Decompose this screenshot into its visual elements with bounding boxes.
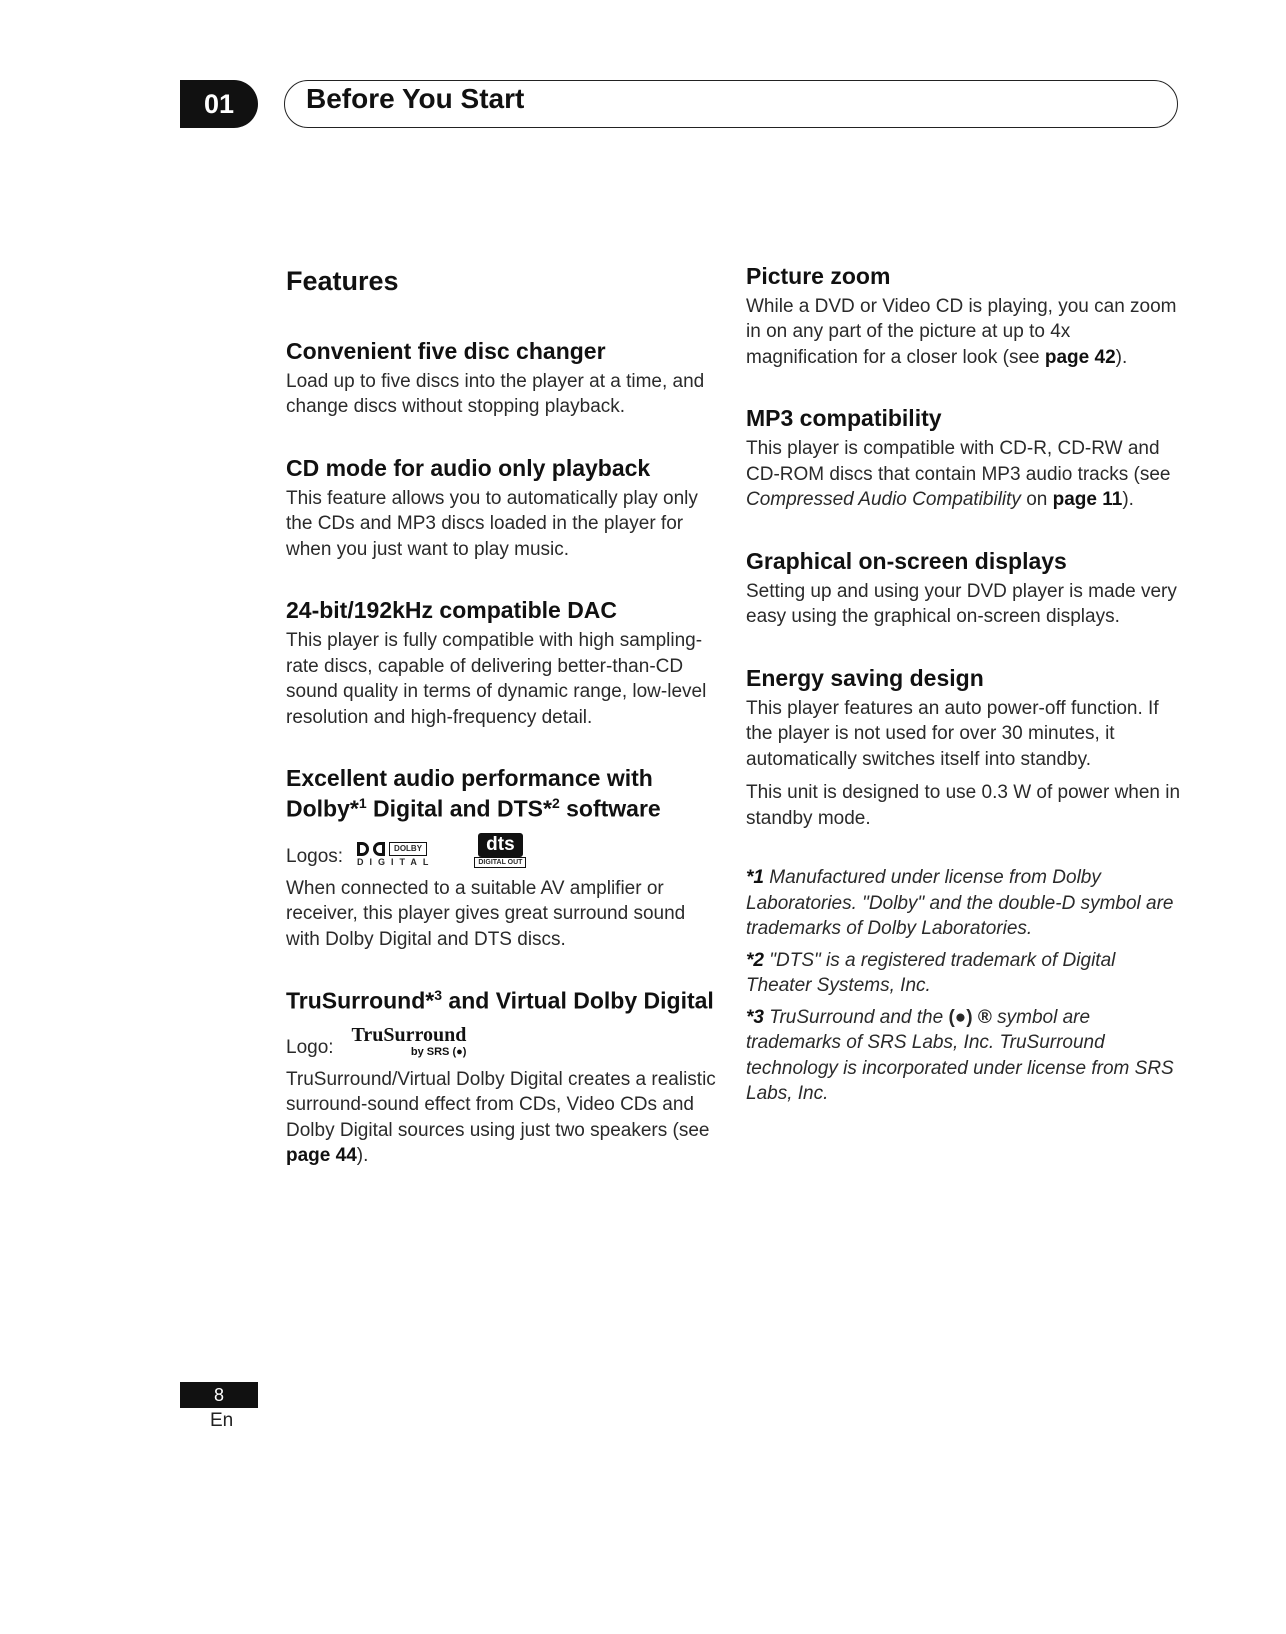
chapter-number-tab: [180, 80, 258, 128]
feature-text: This player features an auto power-off function. If the player is not used for over 30 minutes, it automatically switches itself into standby.: [746, 697, 1159, 770]
dolby-digital-logo: [357, 842, 434, 868]
page-reference: page 42: [1044, 346, 1116, 368]
footnote-1: [746, 865, 1186, 942]
page-reference: page 44: [286, 1145, 357, 1167]
feature-title: Convenient five disc changer: [286, 338, 606, 364]
chapter-number: 01: [203, 88, 235, 119]
feature-text: When connected to a suitable AV amplifier or receiver, this player gives great surround sound with Dolby Digital and DTS discs.: [286, 877, 686, 950]
feature-mp3: [746, 404, 1186, 512]
footnote-ref: 1: [358, 795, 367, 812]
feature-title: MP3 compatibility: [746, 405, 942, 432]
text-part: ).: [1115, 346, 1128, 368]
logo-label: Logo:: [286, 1036, 334, 1058]
dts-logo-text: dts: [478, 833, 523, 857]
footnote-text: TruSurround and the: [763, 1006, 949, 1028]
feature-title: [286, 986, 716, 1017]
text-part: While a DVD or Video CD is playing, you can zoom in on any part of the picture at up to 4x magnification for a closer look (see: [746, 295, 1177, 368]
chapter-title: Before You Start: [306, 83, 525, 114]
logos-row: [286, 833, 716, 868]
footnote-text: "DTS" is a registered trademark of Digital Theater Systems, Inc.: [746, 949, 1116, 997]
page-reference: page 11: [1052, 489, 1123, 511]
feature-picture-zoom: [746, 262, 1186, 370]
srs-logo-text: by SRS (●): [410, 1045, 467, 1058]
footnote-text: Manufactured under license from Dolby Laboratories. "Dolby" and the double-D symbol are trademarks of Dolby Laboratories.: [746, 867, 1174, 940]
text-part: ).: [1122, 489, 1134, 511]
dts-logo: [474, 833, 526, 868]
cross-reference: Compressed Audio Compatibility: [746, 489, 1021, 511]
footnote-3: [746, 1005, 1186, 1107]
feature-text: This unit is designed to use 0.3 W of power when in standby mode.: [746, 782, 1181, 829]
feature-text: This feature allows you to automatically play only the CDs and MP3 discs loaded in the player for when you just want to play music.: [286, 487, 698, 560]
title-part: Digital and DTS*: [366, 795, 552, 822]
feature-title: Picture zoom: [746, 263, 891, 289]
feature-title: Energy saving design: [746, 664, 984, 691]
feature-graphical-osd: [746, 547, 1186, 630]
dolby-logo-text: DOLBY: [389, 842, 427, 856]
footnote-mark: *1: [746, 867, 764, 889]
feature-dac: [286, 596, 716, 730]
text-part: ).: [356, 1145, 369, 1167]
page-title: Features: [286, 266, 399, 296]
dolby-logo-subtext: DIGITAL: [357, 856, 435, 867]
footnote-2: [746, 948, 1186, 999]
page-number: 8: [180, 1382, 258, 1408]
feature-cd-mode: [286, 454, 716, 562]
footnotes: [746, 865, 1186, 1107]
logo-row: [286, 1025, 716, 1059]
trusurround-logo-text: TruSurround: [351, 1023, 467, 1046]
feature-text: Load up to five discs into the player at a time, and change discs without stopping playback.: [286, 370, 705, 418]
feature-text: This player is fully compatible with high sampling-rate discs, capable of delivering better-than-CD sound quality in terms of dynamic range, low-level resolution and high-frequency detail.: [286, 630, 707, 728]
dts-logo-subtext: DIGITAL OUT: [474, 857, 526, 868]
logos-label: Logos:: [286, 845, 344, 867]
feature-energy-saving: [746, 664, 1186, 831]
feature-text: [286, 1067, 716, 1169]
footnote-ref: 3: [434, 987, 443, 1004]
feature-title: [286, 764, 716, 824]
text-part: on: [1020, 489, 1053, 511]
title-part: and Virtual Dolby Digital: [442, 987, 714, 1014]
right-column: [746, 262, 1186, 1113]
footnote-mark: *3: [746, 1006, 764, 1028]
feature-title: 24-bit/192kHz compatible DAC: [286, 597, 618, 624]
feature-title: CD mode for audio only playback: [286, 454, 651, 481]
left-column: [286, 262, 716, 1203]
page-language: En: [210, 1410, 234, 1431]
title-line-1: Excellent audio performance with: [286, 765, 653, 792]
title-part: software: [559, 795, 661, 822]
text-part: TruSurround/Virtual Dolby Digital creates a realistic surround-sound effect from CDs, Video CDs and Dolby Digital sources using just two speakers (see: [286, 1068, 716, 1141]
footnote-text: symbol are trademarks of SRS Labs, Inc. TruSurround technology is incorporated under license from SRS Labs, Inc.: [746, 1006, 1174, 1105]
feature-text: Setting up and using your DVD player is made very easy using the graphical on-screen displays.: [746, 580, 1177, 628]
feature-audio-performance: [286, 764, 716, 952]
feature-text: [746, 436, 1186, 513]
feature-trusurround: [286, 986, 716, 1169]
footnote-mark: *2: [746, 949, 764, 971]
srs-symbol-icon: (●) ®: [948, 1006, 992, 1028]
feature-five-disc-changer: [286, 337, 716, 420]
footnote-ref: 2: [551, 795, 560, 812]
feature-text: [746, 294, 1186, 371]
double-d-icon: [373, 842, 385, 856]
text-part: This player is compatible with CD-R, CD-RW and CD-ROM discs that contain MP3 audio tracks (see: [746, 438, 1171, 485]
trusurround-logo: [352, 1025, 467, 1059]
feature-title: Graphical on-screen displays: [746, 547, 1067, 574]
title-part: TruSurround*: [286, 987, 435, 1014]
double-d-icon: [357, 842, 369, 856]
title-part: Dolby*: [286, 795, 359, 822]
